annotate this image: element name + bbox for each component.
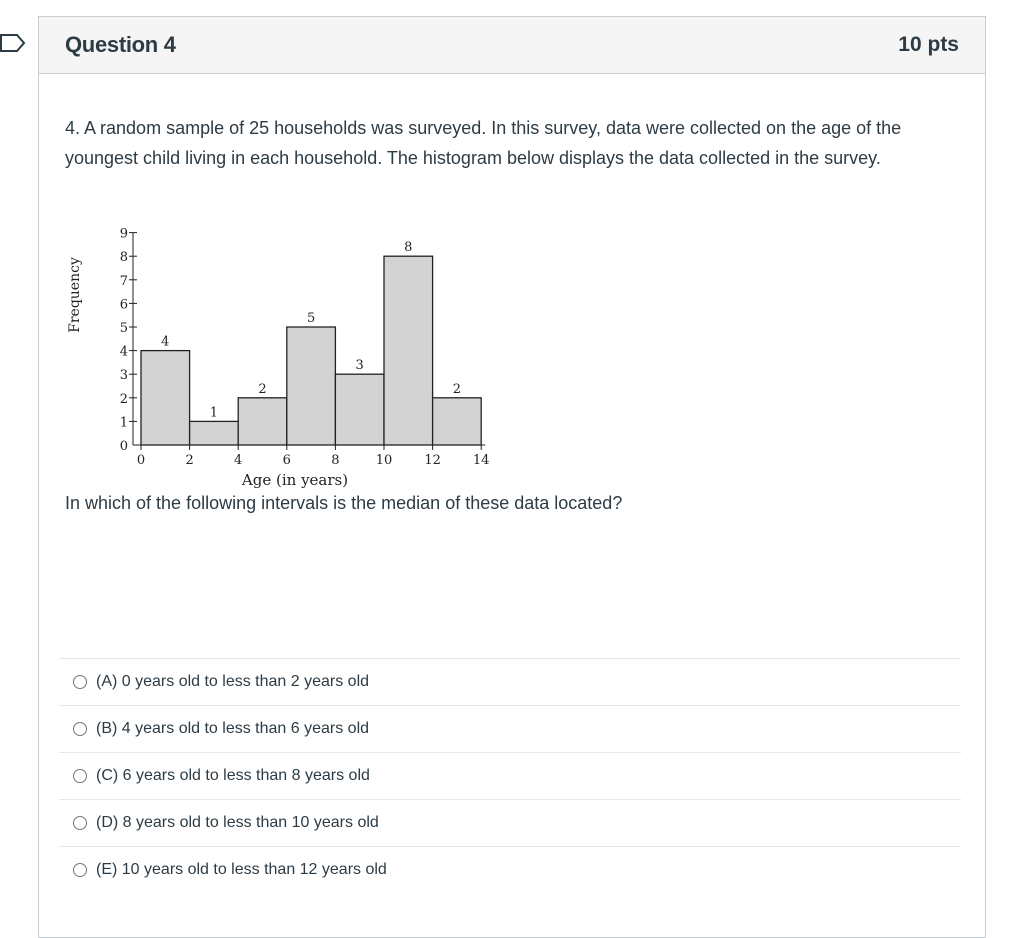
- x-tick-label: 0: [136, 453, 146, 468]
- radio-button[interactable]: [73, 722, 87, 736]
- y-tick-label: 1: [119, 415, 128, 431]
- histogram-bar: [190, 421, 239, 445]
- x-axis-label: Age (in years): [241, 471, 349, 489]
- bar-value-label: 2: [452, 381, 462, 397]
- answer-option[interactable]: [59, 658, 961, 705]
- histogram-bar: [384, 256, 433, 445]
- answer-label: (A) 0 years old to less than 2 years old: [96, 673, 370, 690]
- answer-option[interactable]: [59, 752, 961, 799]
- bar-value-label: 2: [258, 381, 267, 397]
- y-tick-label: 8: [119, 250, 128, 266]
- question-prompt: In which of the following intervals is the median of these data located?: [65, 493, 623, 513]
- y-tick-label: 7: [119, 273, 128, 289]
- question-title: Question 4: [65, 32, 176, 57]
- y-tick-label: 4: [119, 344, 128, 360]
- answer-list: [59, 658, 961, 893]
- y-tick-label: 2: [119, 391, 128, 407]
- x-tick-label: 8: [331, 453, 340, 468]
- question-card: [38, 16, 986, 938]
- x-tick-label: 6: [282, 453, 291, 468]
- y-tick-label: 6: [119, 297, 128, 313]
- histogram-bar: [335, 374, 384, 445]
- question-header: [39, 17, 985, 74]
- y-tick-label: 3: [119, 368, 128, 384]
- answer-option[interactable]: [59, 799, 961, 846]
- answer-label: (B) 4 years old to less than 6 years old: [96, 720, 370, 737]
- answer-option[interactable]: [59, 846, 961, 893]
- x-tick-label: 12: [424, 453, 441, 468]
- y-tick-label: 5: [119, 321, 128, 336]
- x-tick-label: 14: [472, 453, 490, 468]
- radio-button[interactable]: [73, 769, 87, 783]
- answer-label: (C) 6 years old to less than 8 years old: [96, 767, 370, 784]
- radio-button[interactable]: [73, 863, 87, 877]
- bar-value-label: 3: [355, 358, 364, 374]
- radio-button[interactable]: [73, 675, 87, 689]
- histogram-bar: [287, 327, 336, 445]
- bar-value-label: 4: [161, 334, 170, 350]
- bar-value-label: 1: [209, 405, 219, 421]
- x-tick-label: 10: [375, 453, 393, 468]
- y-tick-label: 9: [119, 226, 128, 242]
- radio-button[interactable]: [73, 816, 87, 830]
- histogram-bar: [238, 398, 287, 445]
- question-text: 4. A random sample of 25 households was surveyed. In this survey, data were collected on the age of the youngest child living in each household. The histogram below displays the data collected in the survey.: [65, 118, 902, 168]
- x-tick-label: 2: [185, 453, 194, 468]
- histogram-chart: [61, 209, 491, 489]
- answer-option[interactable]: [59, 705, 961, 752]
- y-axis-label: Frequency: [67, 257, 83, 333]
- bar-value-label: 5: [306, 311, 316, 326]
- x-tick-label: 4: [234, 453, 243, 468]
- answer-label: (E) 10 years old to less than 12 years old: [96, 861, 387, 878]
- y-tick-label: 0: [119, 439, 128, 454]
- answer-label: (D) 8 years old to less than 10 years old: [96, 814, 379, 831]
- histogram-bar: [141, 351, 190, 445]
- bookmark-flag-icon[interactable]: [0, 33, 26, 53]
- bar-value-label: 8: [404, 240, 413, 256]
- histogram-bar: [433, 398, 482, 445]
- question-points: 10 pts: [898, 33, 959, 56]
